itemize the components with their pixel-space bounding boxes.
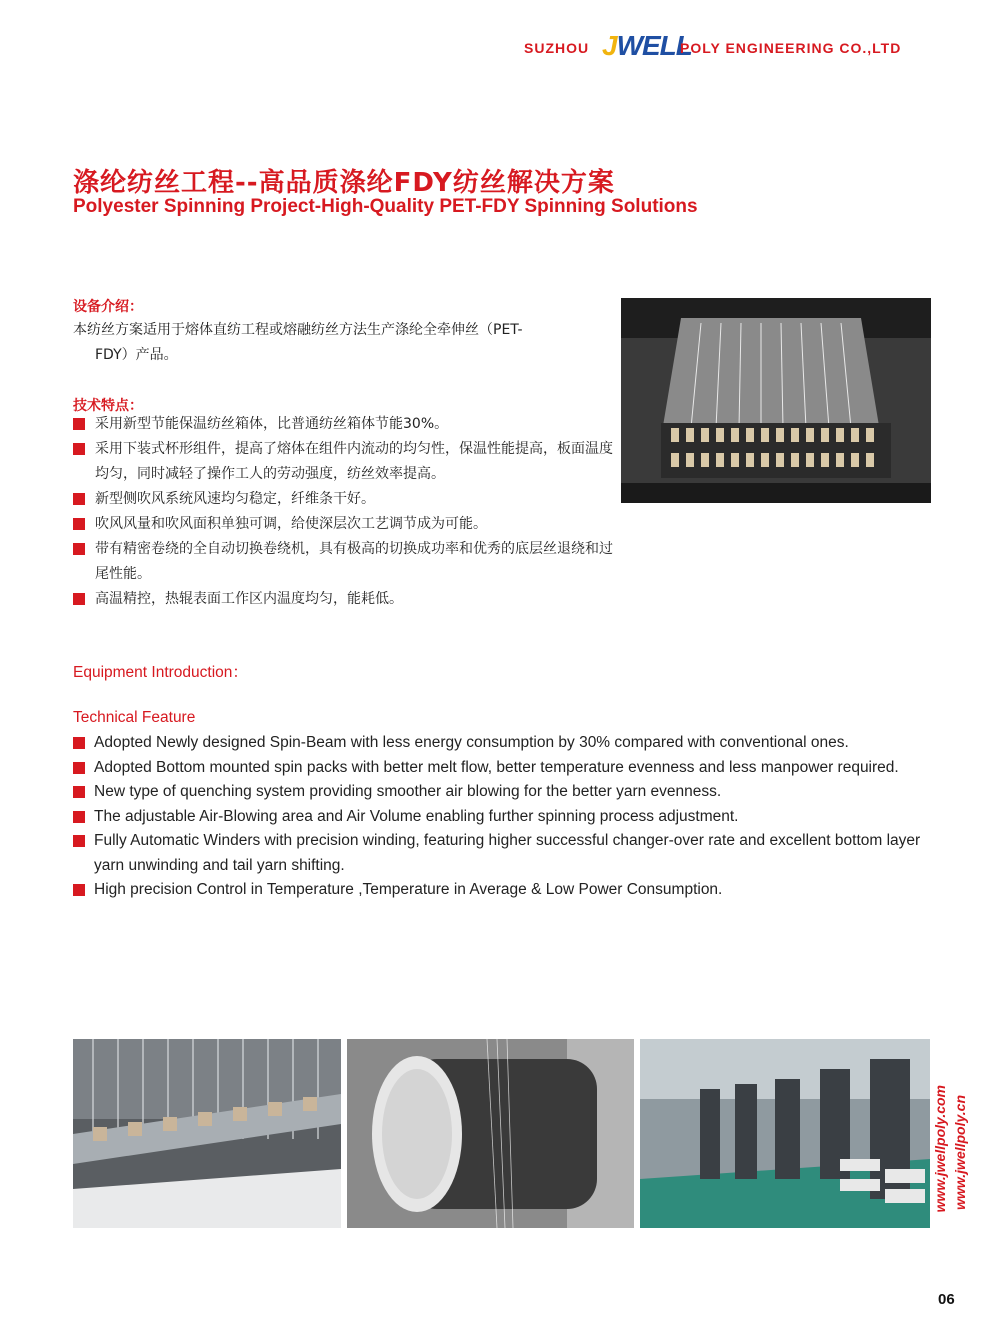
website-url-com[interactable]: www.jwellpoly.com bbox=[932, 1085, 948, 1213]
page-number: 06 bbox=[938, 1291, 955, 1308]
photo-spinning-machine bbox=[621, 298, 931, 503]
header-city: SUZHOU bbox=[524, 40, 590, 56]
photo-spin-packs bbox=[73, 1039, 341, 1228]
bullet-square-icon bbox=[73, 762, 85, 774]
bullet-square-icon bbox=[73, 786, 85, 798]
header-company: POLY ENGINEERING CO.,LTD bbox=[680, 40, 902, 56]
bullet-square-icon bbox=[73, 884, 85, 896]
cn-intro-line2: FDY）产品。 bbox=[95, 347, 178, 363]
list-item: Fully Automatic Winders with precision winding, featuring higher successful changer-over rate and excellent bottom layer yarn unwinding and tail yarn shifting. bbox=[73, 829, 943, 878]
bullet-square-icon bbox=[73, 593, 85, 605]
bullet-square-icon bbox=[73, 835, 85, 847]
cn-features-heading: 技术特点： bbox=[73, 398, 143, 414]
bullet-square-icon bbox=[73, 493, 85, 505]
photo-winder-line bbox=[640, 1039, 930, 1228]
list-item: New type of quenching system providing smoother air blowing for the better yarn evenness. bbox=[73, 780, 943, 805]
list-item: 高温精控，热辊表面工作区内温度均匀，能耗低。 bbox=[73, 587, 613, 612]
list-item: The adjustable Air-Blowing area and Air Volume enabling further spinning process adjustment. bbox=[73, 805, 943, 830]
photo-yarn-package bbox=[347, 1039, 634, 1228]
en-feature-list bbox=[73, 731, 943, 903]
page-title-cn: 涤纶纺丝工程--高品质涤纶FDY纺丝解决方案 bbox=[73, 168, 615, 198]
list-item: 吹风风量和吹风面积单独可调，给使深层次工艺调节成为可能。 bbox=[73, 512, 613, 537]
cn-intro-heading: 设备介绍： bbox=[73, 299, 143, 315]
list-item: 带有精密卷绕的全自动切换卷绕机，具有极高的切换成功率和优秀的底层丝退绕和过尾性能。 bbox=[73, 537, 613, 587]
bullet-square-icon bbox=[73, 443, 85, 455]
list-item: Adopted Newly designed Spin-Beam with less energy consumption by 30% compared with conventional ones. bbox=[73, 731, 943, 756]
list-item: High precision Control in Temperature ,Temperature in Average & Low Power Consumption. bbox=[73, 878, 943, 903]
page-title-en: Polyester Spinning Project-High-Quality PET-FDY Spinning Solutions bbox=[73, 196, 698, 217]
cn-intro-line1: 本纺丝方案适用于熔体直纺工程或熔融纺丝方法生产涤纶全牵伸丝（PET- bbox=[73, 322, 523, 338]
cn-feature-list bbox=[73, 412, 613, 612]
en-intro-heading: Equipment Introduction： bbox=[73, 664, 248, 681]
list-item: Adopted Bottom mounted spin packs with better melt flow, better temperature evenness and less manpower required. bbox=[73, 756, 943, 781]
bullet-square-icon bbox=[73, 418, 85, 430]
bullet-square-icon bbox=[73, 543, 85, 555]
list-item: 采用新型节能保温纺丝箱体，比普通纺丝箱体节能30%。 bbox=[73, 412, 613, 437]
bullet-square-icon bbox=[73, 737, 85, 749]
list-item: 采用下装式杯形组件，提高了熔体在组件内流动的均匀性，保温性能提高，板面温度均匀，同时减轻了操作工人的劳动强度，纺丝效率提高。 bbox=[73, 437, 613, 487]
bullet-square-icon bbox=[73, 811, 85, 823]
page-header bbox=[520, 30, 940, 66]
en-features-heading: Technical Feature bbox=[73, 709, 196, 726]
company-logo: JWELL bbox=[602, 30, 692, 61]
list-item: 新型侧吹风系统风速均匀稳定，纤维条干好。 bbox=[73, 487, 613, 512]
bullet-square-icon bbox=[73, 518, 85, 530]
website-url-cn[interactable]: www.jwellpoly.cn bbox=[952, 1095, 968, 1210]
